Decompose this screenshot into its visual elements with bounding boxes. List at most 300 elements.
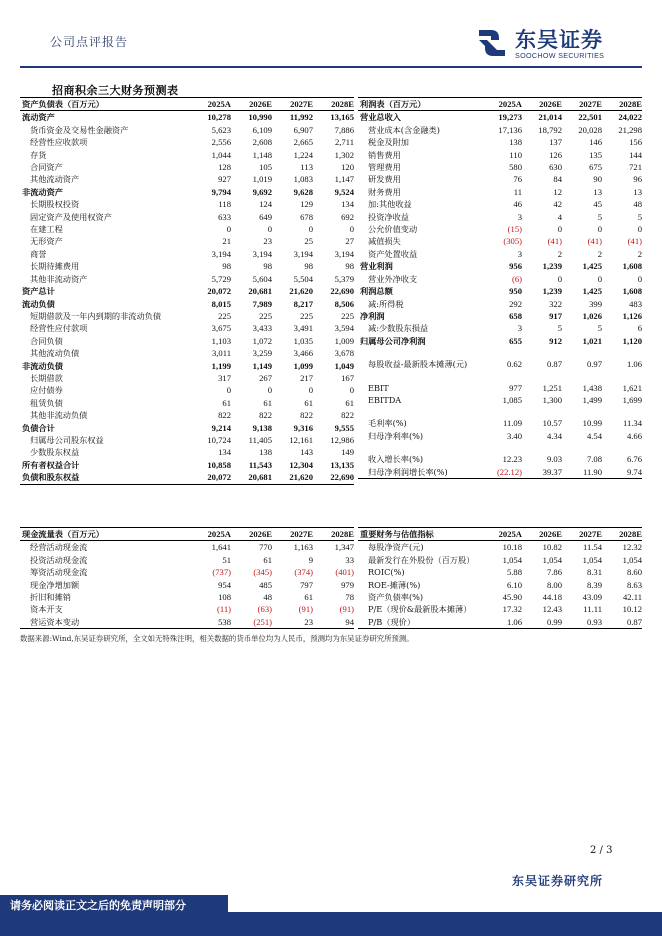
table-row (20, 111, 354, 124)
row-label: ROIC(%) (368, 567, 405, 578)
row-value: 1,163 (293, 542, 313, 553)
table-header-row (358, 98, 642, 111)
table-row (20, 211, 354, 223)
row-value: 9,524 (334, 186, 354, 197)
row-label: 长期股权投资 (30, 199, 80, 210)
row-value: 12,304 (289, 459, 313, 470)
row-value: 2,665 (293, 137, 313, 148)
row-value: 675 (589, 162, 602, 173)
row-value: 17,136 (498, 124, 522, 135)
row-value: 1,699 (622, 394, 642, 405)
row-value: 1,049 (334, 360, 354, 371)
row-value: 1,347 (334, 542, 354, 553)
table-row (358, 260, 642, 272)
row-label: 财务费用 (368, 186, 401, 197)
row-value: (374) (294, 567, 313, 578)
row-value: 1,224 (293, 149, 313, 160)
key-metrics-table (358, 527, 642, 629)
row-value: 0 (226, 224, 231, 235)
row-value: 8.39 (586, 579, 602, 590)
row-value: 2,711 (334, 137, 354, 148)
row-value: 10,724 (207, 434, 231, 445)
row-label: 每股净资产(元) (368, 542, 424, 553)
table-row (358, 591, 642, 603)
row-value: 134 (341, 199, 354, 210)
table-row (358, 235, 642, 247)
row-label (358, 406, 482, 417)
row-label: 短期借款及一年内到期的非流动负债 (30, 310, 162, 321)
row-value: 770 (259, 542, 272, 553)
row-value: 8.60 (626, 567, 642, 578)
row-value: 51 (222, 554, 231, 565)
row-value: (251) (253, 616, 272, 627)
row-value: 19,273 (498, 112, 522, 123)
row-label: 其他非流动负债 (30, 410, 88, 421)
table-title: 利润表（百万元） (358, 98, 482, 111)
row-value: 12.23 (502, 454, 522, 465)
row-value: 822 (300, 410, 313, 421)
table-row (20, 397, 354, 409)
row-value: 96 (633, 174, 642, 185)
row-value: 317 (218, 372, 231, 383)
row-value: 98 (304, 261, 313, 272)
spacer-row (358, 347, 642, 358)
row-label: 每股收益-最新股本摊薄(元) (368, 359, 468, 370)
table-row (20, 372, 354, 384)
row-value: 1.06 (506, 616, 522, 627)
row-value: 1,054 (502, 554, 522, 565)
row-value: (11) (217, 604, 231, 615)
row-value: 9 (308, 554, 313, 565)
row-value: 2,556 (211, 137, 231, 148)
row-label: 流动资产 (22, 112, 55, 123)
row-value: 149 (341, 447, 354, 458)
row-label: 非流动资产 (22, 186, 63, 197)
row-value: 120 (341, 162, 354, 173)
row-value: (6) (511, 273, 522, 284)
row-label: 筹资活动现金流 (30, 567, 88, 578)
row-value: 3,194 (334, 248, 354, 259)
year-header: 2025A (190, 98, 231, 111)
row-value: 0 (557, 273, 562, 284)
year-header: 2027E (272, 98, 313, 111)
table-row (358, 394, 642, 406)
row-label: 负债合计 (22, 422, 55, 433)
row-value: 1,239 (542, 286, 562, 297)
table-row (358, 149, 642, 161)
row-label: 收入增长率(%) (368, 454, 424, 465)
row-value: 5,729 (211, 273, 231, 284)
row-value: 48 (263, 592, 272, 603)
year-header: 2027E (272, 528, 313, 541)
row-value (602, 371, 642, 382)
row-value: 12,161 (289, 434, 313, 445)
row-value: 23 (263, 236, 272, 247)
row-value: 1,044 (211, 149, 231, 160)
row-value: 4 (557, 211, 562, 222)
year-header: 2027E (562, 98, 602, 111)
row-value: 146 (589, 137, 602, 148)
row-value: 655 (509, 335, 522, 346)
row-label: 商誉 (30, 248, 47, 259)
table-row (20, 347, 354, 359)
row-value: 977 (509, 382, 522, 393)
row-label: 流动负债 (22, 298, 55, 309)
row-value: 11.09 (502, 418, 522, 429)
table-row (358, 579, 642, 591)
table-row (20, 198, 354, 210)
row-value: 0.62 (506, 359, 522, 370)
page-number: 2 / 3 (590, 845, 613, 856)
row-value: 124 (259, 199, 272, 210)
row-label: 无形资产 (30, 236, 63, 247)
row-value: 2 (557, 248, 562, 259)
row-value: 12.32 (622, 542, 642, 553)
row-value: 0 (267, 224, 272, 235)
row-value: 22,501 (578, 112, 602, 123)
row-value: 9,316 (293, 422, 313, 433)
table-row (20, 579, 354, 591)
row-value: (15) (507, 224, 522, 235)
row-label: 少数股东权益 (30, 447, 80, 458)
row-value: 1,054 (542, 554, 562, 565)
row-value: 9,794 (211, 186, 231, 197)
row-label: 现金净增加额 (30, 579, 80, 590)
table-row (358, 453, 642, 465)
table-row (358, 335, 642, 347)
row-value: 5,504 (293, 273, 313, 284)
row-value: (22.12) (496, 466, 522, 477)
row-value: 20,072 (207, 472, 231, 483)
row-value: 12 (553, 186, 562, 197)
row-label: ROE-摊薄(%) (368, 579, 421, 590)
table-row (358, 285, 642, 297)
row-value: 94 (345, 616, 354, 627)
row-value: 1,126 (622, 310, 642, 321)
table-row (358, 198, 642, 210)
row-value: 45.90 (502, 592, 522, 603)
row-label: 经营性应收款项 (30, 137, 88, 148)
table-row (358, 466, 642, 479)
row-value: 10.18 (502, 542, 522, 553)
table-row (20, 223, 354, 235)
table-row (20, 124, 354, 136)
table-row (20, 285, 354, 297)
table-row (358, 322, 642, 334)
table-row (20, 273, 354, 285)
row-value: 13 (593, 186, 602, 197)
row-value: 3,466 (293, 348, 313, 359)
row-value: 399 (589, 298, 602, 309)
row-value: 39.37 (542, 466, 562, 477)
table-header-row (20, 528, 354, 541)
table-row (358, 186, 642, 198)
row-value: 225 (300, 310, 313, 321)
row-label: 归母净利润增长率(%) (368, 466, 448, 477)
row-value: 225 (259, 310, 272, 321)
source-note: 数据来源:Wind,东吴证券研究所，全文如无特殊注明，相关数据的货币单位均为人民币，预测均为东吴证券研究所预测。 (20, 634, 414, 643)
row-label: 管理费用 (368, 162, 401, 173)
report-type-label: 公司点评报告 (50, 35, 129, 49)
row-value: 1,425 (582, 261, 602, 272)
row-value: 633 (218, 211, 231, 222)
row-value: 21,298 (618, 124, 642, 135)
table-row (20, 422, 354, 434)
row-value: 10,858 (207, 459, 231, 470)
row-value: 1,499 (582, 394, 602, 405)
table-title: 资产负债表（百万元） (20, 98, 190, 111)
row-value: 1,438 (582, 382, 602, 393)
spacer-row (358, 371, 642, 382)
row-value: 3,675 (211, 323, 231, 334)
row-value: 8,015 (211, 298, 231, 309)
logo-mark-icon (475, 26, 509, 60)
table-row (20, 409, 354, 421)
table-row (358, 541, 642, 554)
row-value: 61 (304, 397, 313, 408)
cash-flow-wrapper (20, 527, 354, 629)
row-value: 1,251 (542, 382, 562, 393)
row-value (482, 347, 522, 358)
row-value: 4.34 (546, 430, 562, 441)
row-value: 128 (218, 162, 231, 173)
row-value: 1,035 (293, 335, 313, 346)
table-row (358, 173, 642, 185)
table-row (358, 358, 642, 370)
row-label: 加:其他收益 (368, 199, 412, 210)
footer-disclaimer: 请务必阅读正文之后的免责声明部分 (0, 895, 228, 917)
row-value: 11 (513, 186, 522, 197)
row-label: 长期待摊费用 (30, 261, 80, 272)
table-row (20, 260, 354, 272)
row-value: 20,681 (248, 472, 272, 483)
table-row (20, 616, 354, 629)
row-value: 11.90 (582, 466, 602, 477)
table-row (20, 149, 354, 161)
table-row (358, 111, 642, 124)
table-row (358, 430, 642, 442)
row-label: 固定资产及使用权资产 (30, 211, 112, 222)
row-value: 21 (222, 236, 231, 247)
row-value: 322 (549, 298, 562, 309)
row-label: 归属母公司股东权益 (30, 434, 104, 445)
row-label: 货币资金及交易性金融资产 (30, 124, 129, 135)
row-value: 6,109 (252, 124, 272, 135)
table-row (20, 298, 354, 310)
row-value: 90 (593, 174, 602, 185)
row-value: 10,278 (207, 112, 231, 123)
row-value: 2 (637, 248, 642, 259)
row-label: P/B（现价） (368, 616, 416, 627)
row-label: 投资净收益 (368, 211, 409, 222)
row-value: 5 (637, 211, 642, 222)
company-logo (475, 24, 615, 64)
row-value: 678 (300, 211, 313, 222)
row-value: 3,194 (211, 248, 231, 259)
row-value: 12,986 (330, 434, 354, 445)
row-value: 27 (345, 236, 354, 247)
row-value: 721 (629, 162, 642, 173)
row-value: 21,620 (289, 286, 313, 297)
row-value: 6.76 (626, 454, 642, 465)
balance-sheet-wrapper (20, 97, 354, 485)
row-value: 42.11 (622, 592, 642, 603)
row-value: 129 (300, 199, 313, 210)
row-label: 其他非流动资产 (30, 273, 88, 284)
row-value: 1,239 (542, 261, 562, 272)
row-value: 20,028 (578, 124, 602, 135)
row-value: 20,072 (207, 286, 231, 297)
row-label: 长期借款 (30, 372, 63, 383)
row-value: 13,135 (330, 459, 354, 470)
income-statement-table (358, 97, 642, 479)
document-title: 招商积余三大财务预测表 (52, 84, 179, 97)
row-value: 5,379 (334, 273, 354, 284)
row-label: 资产总计 (22, 286, 55, 297)
row-value: 3 (517, 211, 522, 222)
table-row (358, 161, 642, 173)
row-value (482, 371, 522, 382)
row-value: 1,054 (622, 554, 642, 565)
row-value: 649 (259, 211, 272, 222)
table-row (20, 603, 354, 615)
row-value: 24,022 (618, 112, 642, 123)
row-value: 0.87 (626, 616, 642, 627)
row-value: 76 (513, 174, 522, 185)
row-value (562, 347, 602, 358)
row-label: EBITDA (368, 394, 402, 405)
year-header: 2027E (562, 528, 602, 541)
row-value: 12.43 (542, 604, 562, 615)
table-row (358, 417, 642, 429)
row-value: 1,099 (293, 360, 313, 371)
row-value: 1,621 (622, 382, 642, 393)
row-value: 3,678 (334, 348, 354, 359)
row-value: 9.03 (546, 454, 562, 465)
row-value: 0 (349, 224, 354, 235)
row-value: 11,543 (248, 459, 272, 470)
row-value: 6 (637, 323, 642, 334)
row-value: 1,641 (211, 542, 231, 553)
row-label: 其他流动资产 (30, 174, 80, 185)
row-label: 所有者权益合计 (22, 459, 80, 470)
table-row (20, 136, 354, 148)
row-value: 1,120 (622, 335, 642, 346)
row-value: 5 (597, 323, 602, 334)
row-label: 负债和股东权益 (22, 472, 80, 483)
row-label: 营业总收入 (360, 112, 401, 123)
row-value: 917 (549, 310, 562, 321)
table-row (20, 471, 354, 484)
row-value: 10.99 (582, 418, 602, 429)
row-value (522, 371, 562, 382)
row-value: 3 (517, 248, 522, 259)
row-value: 22,690 (330, 472, 354, 483)
row-value: 5 (597, 211, 602, 222)
year-header: 2026E (231, 98, 272, 111)
row-value (482, 406, 522, 417)
table-row (358, 136, 642, 148)
row-value: 61 (304, 592, 313, 603)
row-value (602, 406, 642, 417)
row-value: 0.97 (586, 359, 602, 370)
table-row (358, 566, 642, 578)
row-label: 减值损失 (368, 236, 401, 247)
row-value: 8.00 (546, 579, 562, 590)
row-label (358, 371, 482, 382)
row-value: 0 (349, 385, 354, 396)
year-header: 2026E (522, 528, 562, 541)
row-value: (41) (627, 236, 642, 247)
row-value: 927 (218, 174, 231, 185)
row-label: 税金及附加 (368, 137, 409, 148)
row-value: 98 (222, 261, 231, 272)
row-value: 13 (633, 186, 642, 197)
row-value: 912 (549, 335, 562, 346)
row-value: 10.82 (542, 542, 562, 553)
row-label: 营运资本变动 (30, 616, 80, 627)
row-value: 9,692 (252, 186, 272, 197)
row-value: 43.09 (582, 592, 602, 603)
row-label: 营业外净收支 (368, 273, 418, 284)
row-value: 1,009 (334, 335, 354, 346)
row-value: 42 (553, 199, 562, 210)
row-label: 毛利率(%) (368, 418, 407, 429)
row-value: 134 (218, 447, 231, 458)
footer-institute: 东吴证券研究所 (512, 874, 604, 888)
row-value: 5 (557, 323, 562, 334)
row-value: 225 (341, 310, 354, 321)
row-value: 0.93 (586, 616, 602, 627)
table-row (20, 384, 354, 396)
row-value: 11.34 (622, 418, 642, 429)
table-row (20, 186, 354, 198)
row-value: 0 (267, 385, 272, 396)
year-header: 2026E (522, 98, 562, 111)
row-value: 7.86 (546, 567, 562, 578)
row-value: 4.66 (626, 430, 642, 441)
row-value: 10.57 (542, 418, 562, 429)
row-value: 135 (589, 149, 602, 160)
table-row (20, 541, 354, 554)
row-label: 最新发行在外股份（百万股） (368, 554, 475, 565)
row-value: 45 (593, 199, 602, 210)
row-value (562, 371, 602, 382)
row-value: 225 (218, 310, 231, 321)
row-value: 17.32 (502, 604, 522, 615)
table-row (20, 434, 354, 446)
row-value: 4.54 (586, 430, 602, 441)
row-value: 138 (259, 447, 272, 458)
row-value: 5.88 (506, 567, 522, 578)
row-value: 217 (300, 372, 313, 383)
row-value: 0 (597, 224, 602, 235)
row-value: 0 (226, 385, 231, 396)
row-label: 存货 (30, 149, 47, 160)
table-row (358, 248, 642, 260)
row-label: 租赁负债 (30, 397, 63, 408)
table-row (358, 223, 642, 235)
footer-band-gap (228, 895, 662, 912)
row-value: 23 (304, 616, 313, 627)
row-value: 538 (218, 616, 231, 627)
row-value: 3,491 (293, 323, 313, 334)
row-label: 应付债券 (30, 385, 63, 396)
row-label: EBIT (368, 382, 389, 393)
row-label: 资产处置收益 (368, 248, 418, 259)
row-value: 6,907 (293, 124, 313, 135)
row-label: 资本开支 (30, 604, 63, 615)
